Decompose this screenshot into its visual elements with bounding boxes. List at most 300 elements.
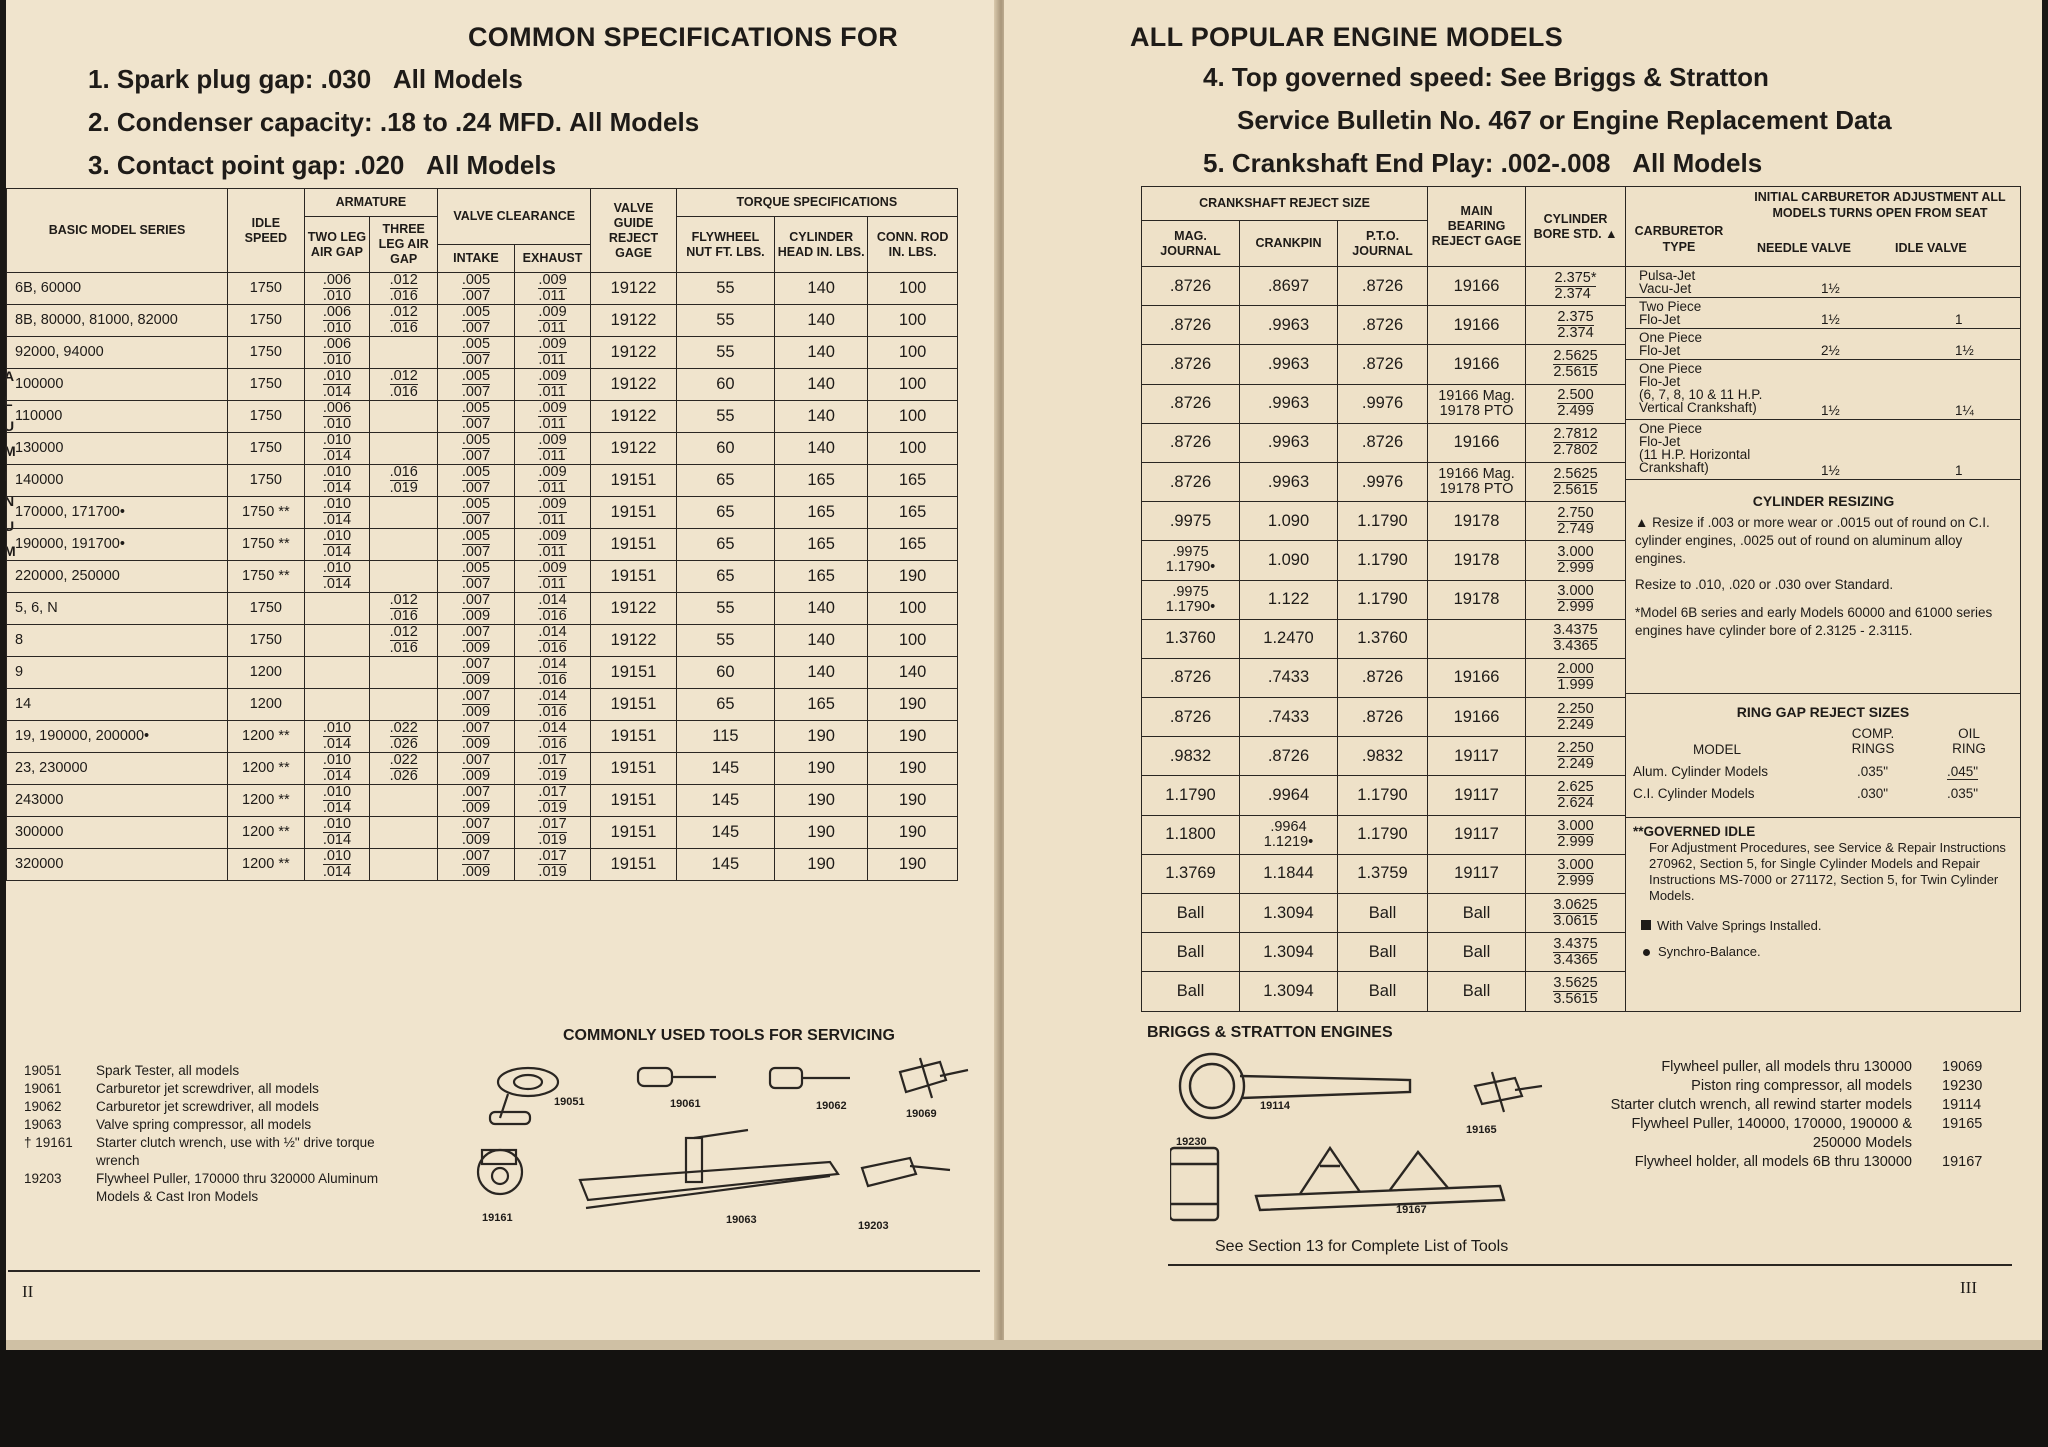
- header-crankpin: CRANKPIN: [1240, 221, 1338, 267]
- tool-number: 19165: [1942, 1116, 1983, 1132]
- valve-guide-gage-cell: 19151: [591, 497, 676, 529]
- crankpin-cell: .9964 1.1219•: [1240, 815, 1338, 854]
- margin-letter: N: [4, 493, 15, 509]
- exhaust-clearance-cell: $\frac{.014}{.016}$: [514, 625, 591, 657]
- rod-torque-cell: 190: [868, 721, 958, 753]
- cylinder-resizing-text: ▲ Resize if .003 or more wear or .0015 out of round on C.I. cylinder engines, .0025 out of round on aluminum alloy engines.: [1635, 515, 1990, 566]
- rod-torque-cell: 100: [868, 305, 958, 337]
- tools-illustration-right: [1170, 1046, 1570, 1226]
- flywheel-torque-cell: 55: [676, 273, 774, 305]
- idle-valve-turns: 1½: [1955, 343, 1974, 358]
- two-leg-gap-cell: $\frac{.010}{.014}$: [304, 721, 370, 753]
- two-leg-gap-cell: $\frac{.010}{.014}$: [304, 561, 370, 593]
- margin-letter: I: [4, 468, 8, 484]
- model-series-cell: 9: [7, 657, 228, 689]
- intake-clearance-cell: $\frac{.005}{.007}$: [438, 465, 515, 497]
- table-row: [7, 721, 958, 753]
- crankpin-cell: .8726: [1240, 737, 1338, 776]
- table-row: [1142, 619, 1626, 658]
- main-bearing-gage-cell: 19166 Mag. 19178 PTO: [1428, 462, 1526, 501]
- tool-description: Flywheel Puller, 140000, 170000, 190000 & 250000 Models: [1631, 1116, 1912, 1151]
- idle-speed-cell: 1750: [228, 337, 305, 369]
- table-row: [1142, 580, 1626, 619]
- tool-label: 19062: [816, 1100, 847, 1112]
- rod-torque-cell: 100: [868, 337, 958, 369]
- rod-torque-cell: 190: [868, 849, 958, 881]
- crankpin-cell: 1.3094: [1240, 972, 1338, 1011]
- cylinder-bore-cell: $\frac{2.375}{2.374}$: [1526, 306, 1626, 345]
- flywheel-torque-cell: 55: [676, 305, 774, 337]
- mag-journal-cell: .8726: [1142, 384, 1240, 423]
- valve-guide-gage-cell: 19151: [591, 753, 676, 785]
- mag-journal-cell: .8726: [1142, 423, 1240, 462]
- three-leg-gap-cell: [370, 529, 438, 561]
- three-leg-gap-cell: $\frac{.012}{.016}$: [370, 305, 438, 337]
- pto-journal-cell: 1.1790: [1338, 815, 1428, 854]
- carburetor-row: [1625, 360, 2020, 420]
- rod-torque-cell: 165: [868, 465, 958, 497]
- tool-label: 19114: [1260, 1100, 1290, 1112]
- pto-journal-cell: 1.1790: [1338, 776, 1428, 815]
- model-series-cell: 130000: [7, 433, 228, 465]
- idle-speed-cell: 1750 **: [228, 529, 305, 561]
- header-conn-rod: CONN. ROD IN. LBS.: [868, 217, 958, 273]
- idle-valve-turns: 1: [1955, 312, 1963, 327]
- idle-speed-cell: 1200: [228, 689, 305, 721]
- head-torque-cell: 165: [775, 497, 868, 529]
- intake-clearance-cell: $\frac{.005}{.007}$: [438, 561, 515, 593]
- cylinder-bore-cell: $\frac{2.625}{2.624}$: [1526, 776, 1626, 815]
- tool-number: 19062: [24, 1099, 62, 1114]
- table-row: [1142, 972, 1626, 1011]
- main-bearing-gage-cell: Ball: [1428, 894, 1526, 933]
- flywheel-torque-cell: 145: [676, 753, 774, 785]
- idle-speed-cell: 1200 **: [228, 817, 305, 849]
- table-row: [7, 465, 958, 497]
- intake-clearance-cell: $\frac{.007}{.009}$: [438, 657, 515, 689]
- rod-torque-cell: 100: [868, 273, 958, 305]
- main-bearing-gage-cell: [1428, 619, 1526, 658]
- exhaust-clearance-cell: $\frac{.014}{.016}$: [514, 593, 591, 625]
- exhaust-clearance-cell: $\frac{.009}{.011}$: [514, 529, 591, 561]
- list-item: [1560, 1077, 1996, 1096]
- dot-marker-icon: [1643, 949, 1650, 956]
- header-armature: ARMATURE: [304, 189, 438, 217]
- valve-guide-gage-cell: 19151: [591, 721, 676, 753]
- head-torque-cell: 140: [775, 273, 868, 305]
- ring-gap-oil: .045": [1947, 764, 1979, 779]
- three-leg-gap-cell: [370, 561, 438, 593]
- main-bearing-gage-cell: 19166: [1428, 658, 1526, 697]
- header-main-bearing: MAIN BEARING REJECT GAGE: [1428, 187, 1526, 267]
- table-row: [1142, 345, 1626, 384]
- background-surface: [0, 1340, 2048, 1447]
- idle-speed-cell: 1750 **: [228, 497, 305, 529]
- needle-valve-turns: 1½: [1821, 312, 1840, 327]
- rod-torque-cell: 140: [868, 657, 958, 689]
- main-bearing-gage-cell: 19178: [1428, 580, 1526, 619]
- mag-journal-cell: .9975 1.1790•: [1142, 580, 1240, 619]
- pto-journal-cell: .9976: [1338, 384, 1428, 423]
- crankpin-cell: .9963: [1240, 423, 1338, 462]
- rod-torque-cell: 190: [868, 689, 958, 721]
- valve-guide-gage-cell: 19151: [591, 529, 676, 561]
- carburetor-row: [1625, 420, 2020, 480]
- tool-label: 19069: [906, 1108, 937, 1120]
- exhaust-clearance-cell: $\frac{.009}{.011}$: [514, 465, 591, 497]
- cylinder-bore-cell: $\frac{2.5625}{2.5615}$: [1526, 345, 1626, 384]
- mag-journal-cell: .8726: [1142, 345, 1240, 384]
- model-series-cell: 23, 230000: [7, 753, 228, 785]
- main-bearing-gage-cell: 19166: [1428, 306, 1526, 345]
- three-leg-gap-cell: [370, 433, 438, 465]
- model-series-cell: 220000, 250000: [7, 561, 228, 593]
- rod-torque-cell: 100: [868, 433, 958, 465]
- mag-journal-cell: .8726: [1142, 698, 1240, 737]
- main-bearing-gage-cell: 19166: [1428, 698, 1526, 737]
- three-leg-gap-cell: [370, 497, 438, 529]
- main-bearing-gage-cell: 19166: [1428, 267, 1526, 306]
- mag-journal-cell: 1.1790: [1142, 776, 1240, 815]
- three-leg-gap-cell: [370, 689, 438, 721]
- ring-gap-section: [1625, 694, 2020, 818]
- table-row: [1142, 698, 1626, 737]
- tool-label: 19161: [482, 1212, 513, 1224]
- margin-letter: U: [4, 518, 15, 534]
- pto-journal-cell: .8726: [1338, 658, 1428, 697]
- valve-guide-gage-cell: 19151: [591, 465, 676, 497]
- exhaust-clearance-cell: $\frac{.014}{.016}$: [514, 657, 591, 689]
- governed-idle-note: [1625, 818, 2020, 960]
- model-series-cell: 8B, 80000, 81000, 82000: [7, 305, 228, 337]
- tool-number: 19167: [1942, 1154, 1983, 1170]
- mag-journal-cell: Ball: [1142, 933, 1240, 972]
- pto-journal-cell: 1.1790: [1338, 502, 1428, 541]
- bottom-rule-left: [8, 1270, 980, 1272]
- table-row: [7, 497, 958, 529]
- valve-guide-gage-cell: 19122: [591, 337, 676, 369]
- valve-guide-gage-cell: 19151: [591, 785, 676, 817]
- header-carb-group: INITIAL CARBURETOR ADJUSTMENT ALL MODELS TURNS OPEN FROM SEAT: [1754, 190, 2006, 220]
- cylinder-bore-footnote: *Model 6B series and early Models 60000 and 61000 series engines have cylinder bore of 2.3125 - 2.3115.: [1635, 605, 1993, 638]
- pto-journal-cell: .8726: [1338, 306, 1428, 345]
- two-leg-gap-cell: $\frac{.010}{.014}$: [304, 529, 370, 561]
- flywheel-torque-cell: 145: [676, 849, 774, 881]
- header-intake: INTAKE: [438, 245, 515, 273]
- cylinder-bore-cell: $\frac{3.000}{2.999}$: [1526, 854, 1626, 893]
- head-torque-cell: 190: [775, 753, 868, 785]
- table-row: [1142, 306, 1626, 345]
- two-leg-gap-cell: $\frac{.006}{.010}$: [304, 305, 370, 337]
- valve-guide-gage-cell: 19122: [591, 401, 676, 433]
- three-leg-gap-cell: [370, 817, 438, 849]
- tool-number: 19063: [24, 1117, 62, 1132]
- crankpin-cell: .9963: [1240, 462, 1338, 501]
- needle-valve-turns: 1½: [1821, 281, 1840, 296]
- pto-journal-cell: Ball: [1338, 972, 1428, 1011]
- carburetor-notes-panel: [1625, 186, 2021, 1012]
- pto-journal-cell: .8726: [1338, 267, 1428, 306]
- page-number-right: III: [1960, 1278, 1977, 1297]
- intake-clearance-cell: $\frac{.005}{.007}$: [438, 337, 515, 369]
- needle-valve-turns: 1½: [1821, 403, 1840, 418]
- exhaust-clearance-cell: $\frac{.009}{.011}$: [514, 369, 591, 401]
- exhaust-clearance-cell: $\frac{.009}{.011}$: [514, 305, 591, 337]
- model-series-cell: 100000: [7, 369, 228, 401]
- header-model-series: BASIC MODEL SERIES: [7, 189, 228, 273]
- legend-square: With Valve Springs Installed.: [1633, 918, 2012, 934]
- intake-clearance-cell: $\frac{.005}{.007}$: [438, 433, 515, 465]
- mag-journal-cell: 1.1800: [1142, 815, 1240, 854]
- main-bearing-gage-cell: 19166: [1428, 423, 1526, 462]
- flywheel-torque-cell: 55: [676, 401, 774, 433]
- head-torque-cell: 140: [775, 593, 868, 625]
- mag-journal-cell: .8726: [1142, 658, 1240, 697]
- flywheel-torque-cell: 65: [676, 561, 774, 593]
- governed-idle-title: **GOVERNED IDLE: [1633, 824, 1756, 839]
- main-bearing-gage-cell: 19178: [1428, 541, 1526, 580]
- carburetor-type: Two Piece Flo-Jet: [1639, 299, 1702, 327]
- model-series-cell: 243000: [7, 785, 228, 817]
- tool-description: Piston ring compressor, all models: [1691, 1078, 1912, 1094]
- header-flywheel-nut: FLYWHEEL NUT FT. LBS.: [676, 217, 774, 273]
- list-item: [24, 1098, 406, 1116]
- head-torque-cell: 165: [775, 561, 868, 593]
- tools-footer-note: See Section 13 for Complete List of Tools: [1215, 1238, 1509, 1255]
- tool-description: Starter clutch wrench, all rewind starter models: [1610, 1097, 1912, 1113]
- clutch-wrench-icon: [1180, 1054, 1410, 1118]
- tool-number: † 19161: [24, 1135, 73, 1150]
- crankpin-cell: .9963: [1240, 384, 1338, 423]
- ring-gap-model: Alum. Cylinder Models: [1633, 764, 1769, 779]
- valve-guide-gage-cell: 19151: [591, 689, 676, 721]
- pto-journal-cell: Ball: [1338, 933, 1428, 972]
- ring-gap-comp: .030": [1857, 786, 1889, 801]
- crankpin-cell: .9964: [1240, 776, 1338, 815]
- two-leg-gap-cell: $\frac{.010}{.014}$: [304, 497, 370, 529]
- flywheel-torque-cell: 65: [676, 529, 774, 561]
- carburetor-type: Pulsa-Jet Vacu-Jet: [1639, 268, 1696, 296]
- three-leg-gap-cell: $\frac{.022}{.026}$: [370, 721, 438, 753]
- idle-speed-cell: 1200: [228, 657, 305, 689]
- exhaust-clearance-cell: $\frac{.014}{.016}$: [514, 689, 591, 721]
- model-series-cell: 190000, 191700•: [7, 529, 228, 561]
- crankpin-cell: 1.1844: [1240, 854, 1338, 893]
- mag-journal-cell: .8726: [1142, 306, 1240, 345]
- pto-journal-cell: .8726: [1338, 345, 1428, 384]
- flywheel-torque-cell: 145: [676, 817, 774, 849]
- tool-description: Valve spring compressor, all models: [96, 1117, 312, 1132]
- cylinder-bore-cell: $\frac{3.4375}{3.4365}$: [1526, 933, 1626, 972]
- margin-letter: M: [4, 543, 16, 559]
- main-bearing-gage-cell: 19178: [1428, 502, 1526, 541]
- list-item: [24, 1062, 406, 1080]
- header-torque: TORQUE SPECIFICATIONS: [676, 189, 957, 217]
- valve-guide-gage-cell: 19122: [591, 593, 676, 625]
- carburetor-type: One Piece Flo-Jet (11 H.P. Horizontal Crankshaft): [1639, 421, 1751, 475]
- crankpin-cell: 1.3094: [1240, 933, 1338, 972]
- valve-guide-gage-cell: 19122: [591, 433, 676, 465]
- needle-valve-turns: 2½: [1821, 343, 1840, 358]
- two-leg-gap-cell: [304, 657, 370, 689]
- cylinder-bore-cell: $\frac{3.000}{2.999}$: [1526, 541, 1626, 580]
- tool-number: 19061: [24, 1081, 62, 1096]
- tools-title-right: BRIGGS & STRATTON ENGINES: [1147, 1024, 1393, 1041]
- two-leg-gap-cell: $\frac{.006}{.010}$: [304, 337, 370, 369]
- intake-clearance-cell: $\frac{.007}{.009}$: [438, 817, 515, 849]
- exhaust-clearance-cell: $\frac{.009}{.011}$: [514, 433, 591, 465]
- intake-clearance-cell: $\frac{.007}{.009}$: [438, 625, 515, 657]
- three-leg-gap-cell: $\frac{.022}{.026}$: [370, 753, 438, 785]
- tool-number: 19069: [1942, 1059, 1983, 1075]
- crankpin-cell: 1.090: [1240, 541, 1338, 580]
- crankpin-cell: .9963: [1240, 306, 1338, 345]
- cylinder-bore-cell: $\frac{3.000}{2.999}$: [1526, 580, 1626, 619]
- spec-contact-point: 3. Contact point gap: .020 All Models: [88, 150, 557, 180]
- idle-speed-cell: 1750: [228, 401, 305, 433]
- mag-journal-cell: .9975: [1142, 502, 1240, 541]
- header-pto-journal: P.T.O. JOURNAL: [1338, 221, 1428, 267]
- margin-letter: M: [4, 443, 16, 459]
- margin-letter: A: [4, 368, 15, 384]
- intake-clearance-cell: $\frac{.005}{.007}$: [438, 497, 515, 529]
- head-torque-cell: 140: [775, 401, 868, 433]
- tool-description: Spark Tester, all models: [96, 1063, 240, 1078]
- spec-service-bulletin: Service Bulletin No. 467 or Engine Replacement Data: [1237, 105, 1892, 135]
- header-cylinder-head: CYLINDER HEAD IN. LBS.: [775, 217, 868, 273]
- intake-clearance-cell: $\frac{.007}{.009}$: [438, 849, 515, 881]
- three-leg-gap-cell: [370, 785, 438, 817]
- table-row: [1142, 462, 1626, 501]
- intake-clearance-cell: $\frac{.005}{.007}$: [438, 273, 515, 305]
- intake-clearance-cell: $\frac{.005}{.007}$: [438, 369, 515, 401]
- legend-dot: Synchro-Balance.: [1633, 944, 2012, 960]
- idle-valve-turns: 1¼: [1955, 403, 1974, 418]
- needle-valve-turns: 1½: [1821, 463, 1840, 478]
- model-series-cell: 320000: [7, 849, 228, 881]
- cylinder-bore-cell: $\frac{2.375*}{2.374}$: [1526, 267, 1626, 306]
- header-idle-valve: IDLE VALVE: [1895, 241, 1967, 255]
- valve-guide-gage-cell: 19151: [591, 817, 676, 849]
- exhaust-clearance-cell: $\frac{.017}{.019}$: [514, 753, 591, 785]
- exhaust-clearance-cell: $\frac{.009}{.011}$: [514, 561, 591, 593]
- model-series-cell: 92000, 94000: [7, 337, 228, 369]
- two-leg-gap-cell: $\frac{.010}{.014}$: [304, 817, 370, 849]
- cylinder-bore-cell: $\frac{2.750}{2.749}$: [1526, 502, 1626, 541]
- model-series-cell: 8: [7, 625, 228, 657]
- idle-speed-cell: 1750 **: [228, 561, 305, 593]
- pto-journal-cell: 1.1790: [1338, 580, 1428, 619]
- cylinder-bore-cell: $\frac{3.5625}{3.5615}$: [1526, 972, 1626, 1011]
- header-exhaust: EXHAUST: [514, 245, 591, 273]
- carburetor-header: [1625, 187, 2020, 267]
- rod-torque-cell: 165: [868, 529, 958, 561]
- crankpin-cell: 1.122: [1240, 580, 1338, 619]
- pto-journal-cell: 1.1790: [1338, 541, 1428, 580]
- main-bearing-gage-cell: Ball: [1428, 933, 1526, 972]
- table-row: [1142, 776, 1626, 815]
- valve-guide-gage-cell: 19151: [591, 561, 676, 593]
- intake-clearance-cell: $\frac{.007}{.009}$: [438, 753, 515, 785]
- ring-gap-header-model: MODEL: [1693, 742, 1742, 757]
- idle-speed-cell: 1750: [228, 465, 305, 497]
- table-row: [1142, 502, 1626, 541]
- exhaust-clearance-cell: $\frac{.009}{.011}$: [514, 401, 591, 433]
- ring-gap-model: C.I. Cylinder Models: [1633, 786, 1755, 801]
- model-series-cell: 110000: [7, 401, 228, 433]
- three-leg-gap-cell: $\frac{.012}{.016}$: [370, 273, 438, 305]
- head-torque-cell: 140: [775, 369, 868, 401]
- flywheel-torque-cell: 60: [676, 433, 774, 465]
- exhaust-clearance-cell: $\frac{.017}{.019}$: [514, 785, 591, 817]
- tool-label: 19051: [554, 1096, 585, 1108]
- head-torque-cell: 140: [775, 433, 868, 465]
- pto-journal-cell: .8726: [1338, 423, 1428, 462]
- mag-journal-cell: .9975 1.1790•: [1142, 541, 1240, 580]
- three-leg-gap-cell: [370, 849, 438, 881]
- rod-torque-cell: 190: [868, 561, 958, 593]
- tool-number: 19203: [24, 1171, 62, 1186]
- list-item: [24, 1080, 406, 1098]
- idle-speed-cell: 1200 **: [228, 721, 305, 753]
- model-series-cell: 19, 190000, 200000•: [7, 721, 228, 753]
- ring-gap-header-comp: COMP. RINGS: [1851, 726, 1895, 756]
- table-row: [7, 305, 958, 337]
- table-row: [7, 817, 958, 849]
- crankpin-cell: 1.2470: [1240, 619, 1338, 658]
- flywheel-torque-cell: 145: [676, 785, 774, 817]
- pto-journal-cell: .9832: [1338, 737, 1428, 776]
- flywheel-torque-cell: 65: [676, 497, 774, 529]
- three-leg-gap-cell: $\frac{.012}{.016}$: [370, 369, 438, 401]
- valve-guide-gage-cell: 19122: [591, 369, 676, 401]
- valve-guide-gage-cell: 19151: [591, 849, 676, 881]
- table-row: [7, 401, 958, 433]
- crankpin-cell: 1.090: [1240, 502, 1338, 541]
- flywheel-torque-cell: 55: [676, 337, 774, 369]
- flywheel-torque-cell: 55: [676, 625, 774, 657]
- three-leg-gap-cell: [370, 401, 438, 433]
- idle-speed-cell: 1750: [228, 625, 305, 657]
- three-leg-gap-cell: $\frac{.016}{.019}$: [370, 465, 438, 497]
- carburetor-row: [1625, 329, 2020, 360]
- list-item: [1560, 1153, 1996, 1172]
- table-row: [7, 625, 958, 657]
- table-row: [1142, 737, 1626, 776]
- tool-number: 19051: [24, 1063, 62, 1078]
- tool-list-right: [1560, 1058, 1996, 1172]
- mag-journal-cell: .8726: [1142, 267, 1240, 306]
- exhaust-clearance-cell: $\frac{.009}{.011}$: [514, 337, 591, 369]
- rod-torque-cell: 100: [868, 401, 958, 433]
- two-leg-gap-cell: $\frac{.010}{.014}$: [304, 433, 370, 465]
- table-row: [1142, 423, 1626, 462]
- cylinder-bore-cell: $\frac{2.500}{2.499}$: [1526, 384, 1626, 423]
- table-row: [1142, 854, 1626, 893]
- rod-torque-cell: 100: [868, 593, 958, 625]
- two-leg-gap-cell: $\frac{.010}{.014}$: [304, 465, 370, 497]
- idle-speed-cell: 1750: [228, 273, 305, 305]
- margin-letter: U: [4, 418, 15, 434]
- carburetor-row: [1625, 298, 2020, 329]
- idle-speed-cell: 1200 **: [228, 785, 305, 817]
- tool-label: 19230: [1176, 1136, 1207, 1148]
- header-cylinder-bore: CYLINDER BORE STD. ▲: [1526, 187, 1626, 267]
- cylinder-bore-cell: $\frac{3.0625}{3.0615}$: [1526, 894, 1626, 933]
- three-leg-gap-cell: $\frac{.012}{.016}$: [370, 625, 438, 657]
- list-item: [24, 1170, 406, 1206]
- rod-torque-cell: 190: [868, 817, 958, 849]
